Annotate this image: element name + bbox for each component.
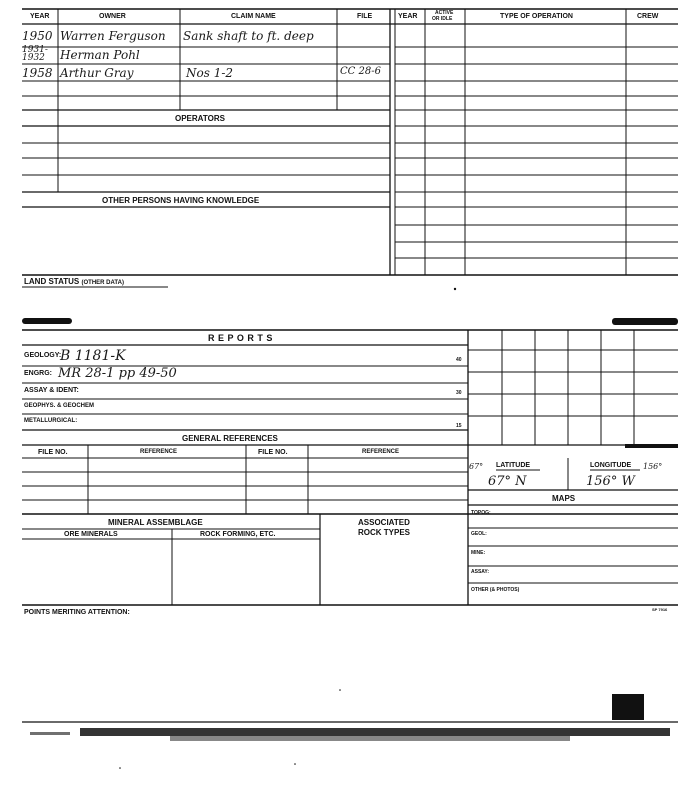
rock-forming-label: ROCK FORMING, ETC. bbox=[200, 531, 276, 538]
ref-header-file-no: FILE NO. bbox=[258, 449, 288, 456]
scale-mark: 40 bbox=[456, 357, 462, 363]
claim-row-owner: Herman Pohl bbox=[60, 48, 140, 62]
claim-row-year: 1950 bbox=[22, 29, 53, 43]
associated-label: ASSOCIATED bbox=[358, 518, 410, 527]
ref-header-file-no: FILE NO. bbox=[38, 449, 68, 456]
map-row-other: OTHER (& PHOTOS) bbox=[471, 587, 520, 593]
ref-header-reference: REFERENCE bbox=[140, 449, 178, 455]
claim-row-claim-name: Nos 1-2 bbox=[186, 66, 234, 80]
geophys-label: GEOPHYS. & GEOCHEM bbox=[24, 403, 95, 409]
other-persons-label: OTHER PERSONS HAVING KNOWLEDGE bbox=[102, 196, 260, 205]
ops-header-idle: OR IDLE bbox=[432, 16, 453, 22]
claim-row-year: 1958 bbox=[22, 66, 53, 80]
header-claim-name: CLAIM NAME bbox=[231, 13, 276, 20]
metallurgical-label: METALLURGICAL: bbox=[24, 418, 78, 424]
engrg-label: ENGRG: bbox=[24, 370, 52, 377]
ops-header-crew: CREW bbox=[637, 13, 659, 20]
engrg-value: MR 28-1 pp 49-50 bbox=[58, 366, 177, 381]
land-status-title: LAND STATUS bbox=[24, 277, 80, 286]
scale-mark: 15 bbox=[456, 423, 462, 429]
land-status-sub: (OTHER DATA) bbox=[81, 280, 124, 286]
claim-row-owner: Warren Ferguson bbox=[60, 29, 166, 43]
map-row-assay: ASSAY: bbox=[471, 569, 490, 575]
longitude-label: LONGITUDE bbox=[590, 462, 632, 469]
claim-row-owner: Arthur Gray bbox=[60, 66, 134, 80]
map-row-mine: MINE: bbox=[471, 550, 486, 556]
lon-suffix: 156° bbox=[643, 462, 663, 471]
longitude-value: 156° W bbox=[586, 474, 635, 489]
header-file: FILE bbox=[357, 13, 373, 20]
header-owner: OWNER bbox=[99, 13, 126, 20]
geology-label: GEOLOGY: bbox=[24, 352, 62, 359]
claim-row-claim-name: Sank shaft to ft. deep bbox=[183, 29, 314, 43]
lat-prefix: 67° bbox=[469, 462, 484, 471]
map-row-geol: GEOL: bbox=[471, 531, 487, 537]
ref-header-reference: REFERENCE bbox=[362, 449, 400, 455]
general-references-title: GENERAL REFERENCES bbox=[182, 434, 278, 443]
land-status-label bbox=[24, 277, 124, 286]
maps-label: MAPS bbox=[552, 494, 576, 503]
claim-row-year: 1931-1932 bbox=[22, 45, 48, 63]
points-meriting-attention: POINTS MERITING ATTENTION: bbox=[24, 609, 130, 616]
latitude-label: LATITUDE bbox=[496, 462, 531, 469]
ops-header-year: YEAR bbox=[398, 13, 418, 20]
assay-label: ASSAY & IDENT: bbox=[24, 387, 79, 394]
geology-value: B 1181-K bbox=[60, 348, 126, 364]
rock-types-label: ROCK TYPES bbox=[358, 528, 411, 537]
scale-mark: 30 bbox=[456, 390, 462, 396]
latitude-value: 67° N bbox=[488, 474, 527, 489]
reports-title: R E P O R T S bbox=[208, 333, 273, 343]
map-row-topog: TOPOG: bbox=[471, 510, 491, 516]
ops-header-type: TYPE OF OPERATION bbox=[500, 13, 573, 20]
form-number: SP 7916 bbox=[652, 607, 668, 612]
claim-row-file: CC 28-6 bbox=[340, 66, 381, 77]
ore-minerals-label: ORE MINERALS bbox=[64, 531, 118, 538]
header-year: YEAR bbox=[30, 13, 50, 20]
mineral-assemblage-title: MINERAL ASSEMBLAGE bbox=[108, 518, 203, 527]
ops-header-active: ACTIVE bbox=[435, 10, 454, 16]
operators-label: OPERATORS bbox=[175, 114, 225, 123]
